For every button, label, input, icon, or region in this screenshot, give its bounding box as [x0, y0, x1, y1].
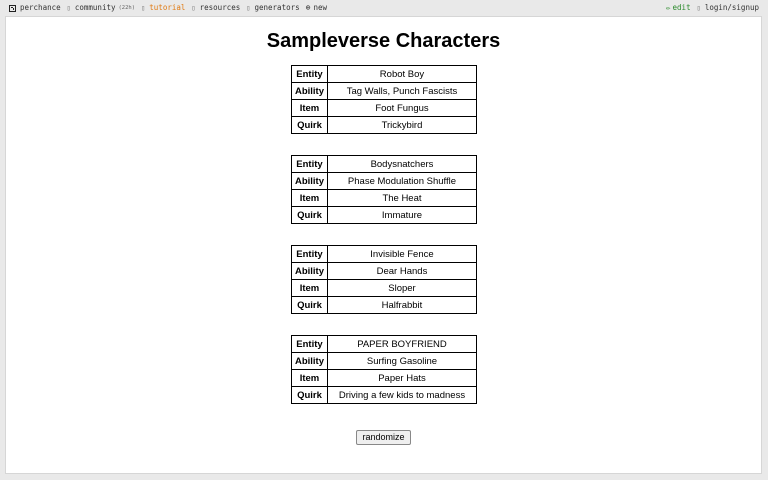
login-label: login/signup — [704, 3, 759, 12]
community-label: community — [74, 3, 116, 12]
character-card — [291, 155, 477, 224]
pencil-icon: ✏ — [666, 3, 671, 12]
generator-output-panel — [5, 16, 762, 474]
separator-icon: ▯ — [141, 4, 146, 12]
dice-icon — [9, 5, 16, 12]
separator-icon: ▯ — [696, 4, 701, 12]
card-row — [292, 156, 477, 173]
card-row — [292, 246, 477, 263]
character-card — [291, 245, 477, 314]
page-title: Sampleverse Characters — [266, 30, 501, 52]
edit-label: edit — [672, 3, 691, 12]
card-row — [292, 387, 477, 404]
card-row — [292, 100, 477, 117]
row-value: Bodysnatchers — [327, 156, 476, 173]
row-key: Quirk — [292, 387, 328, 404]
row-key: Item — [292, 100, 328, 117]
card-row — [292, 207, 477, 224]
card-row — [292, 117, 477, 134]
card-row — [292, 66, 477, 83]
row-value: Tag Walls, Punch Fascists — [327, 83, 476, 100]
character-cards — [291, 65, 477, 425]
row-key: Entity — [292, 66, 328, 83]
card-row — [292, 83, 477, 100]
generators-label: generators — [254, 3, 300, 12]
new-link[interactable] — [306, 0, 327, 16]
resources-label: resources — [199, 3, 241, 12]
generators-link[interactable] — [254, 0, 299, 16]
separator-icon: ▯ — [66, 4, 71, 12]
character-card — [291, 65, 477, 134]
row-value: Driving a few kids to madness — [327, 387, 476, 404]
row-value: Dear Hands — [327, 263, 476, 280]
row-key: Item — [292, 370, 328, 387]
card-row — [292, 353, 477, 370]
row-key: Item — [292, 190, 328, 207]
row-key: Entity — [292, 156, 328, 173]
plus-circle-icon: ⊕ — [305, 3, 311, 12]
tutorial-link[interactable] — [149, 0, 185, 16]
row-key: Ability — [292, 353, 328, 370]
row-value: The Heat — [327, 190, 476, 207]
row-value: Surfing Gasoline — [327, 353, 476, 370]
row-key: Ability — [292, 83, 328, 100]
row-value: PAPER BOYFRIEND — [327, 336, 476, 353]
row-value: Paper Hats — [327, 370, 476, 387]
card-row — [292, 173, 477, 190]
row-value: Phase Modulation Shuffle — [327, 173, 476, 190]
row-value: Trickybird — [327, 117, 476, 134]
card-row — [292, 336, 477, 353]
nav-left — [9, 0, 327, 16]
card-row — [292, 297, 477, 314]
row-key: Entity — [292, 246, 328, 263]
brand-label: perchance — [20, 3, 61, 12]
brand-link[interactable] — [9, 0, 61, 16]
randomize-button-wrap — [6, 427, 761, 445]
row-value: Foot Fungus — [327, 100, 476, 117]
row-value: Robot Boy — [327, 66, 476, 83]
randomize-button[interactable]: randomize — [356, 430, 410, 445]
character-card — [291, 335, 477, 404]
card-row — [292, 280, 477, 297]
row-key: Ability — [292, 173, 328, 190]
row-key: Ability — [292, 263, 328, 280]
community-badge: (22h) — [118, 5, 136, 11]
row-key: Entity — [292, 336, 328, 353]
community-link[interactable] — [75, 0, 135, 16]
edit-link[interactable] — [666, 0, 691, 16]
top-nav-bar — [0, 0, 768, 16]
card-row — [292, 263, 477, 280]
nav-right — [666, 0, 759, 16]
row-key: Quirk — [292, 207, 328, 224]
row-key: Quirk — [292, 117, 328, 134]
new-label: new — [313, 3, 328, 12]
separator-icon: ▯ — [246, 4, 251, 12]
login-link[interactable] — [705, 0, 759, 16]
card-row — [292, 370, 477, 387]
row-value: Sloper — [327, 280, 476, 297]
card-row — [292, 190, 477, 207]
row-value: Invisible Fence — [327, 246, 476, 263]
row-key: Item — [292, 280, 328, 297]
row-key: Quirk — [292, 297, 328, 314]
separator-icon: ▯ — [191, 4, 196, 12]
tutorial-label: tutorial — [149, 3, 186, 12]
row-value: Immature — [327, 207, 476, 224]
row-value: Halfrabbit — [327, 297, 476, 314]
resources-link[interactable] — [200, 0, 241, 16]
